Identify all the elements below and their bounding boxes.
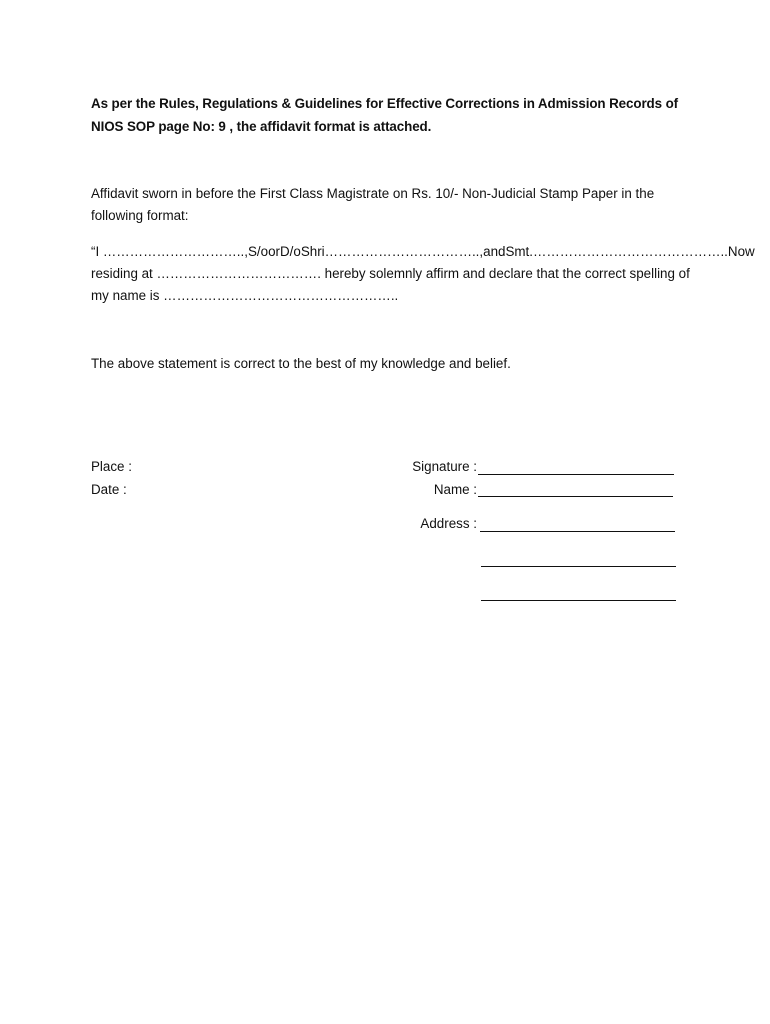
declaration-paragraph (91, 241, 755, 307)
declaration-word: or (268, 244, 280, 259)
declaration-word: S/o (247, 244, 269, 259)
signature-label: Signature : (412, 459, 477, 474)
declaration-word: and (483, 244, 506, 259)
address-line-1 (480, 531, 675, 532)
document-heading (91, 92, 691, 138)
declaration-line-3: my name is …………………………………………….. (91, 288, 399, 303)
declaration-word: D/o (280, 244, 301, 259)
belief-statement: The above statement is correct to the best of my knowledge and belief. (91, 356, 511, 371)
declaration-line-2: residing at ………………………………. hereby solemnly affirm and declare that the correct spelling of (91, 266, 690, 281)
heading-line-1: As per the Rules, Regulations & Guidelines for Effective Corrections in Admission Records of (91, 96, 679, 111)
name-label: Name : (433, 482, 477, 497)
heading-line-2: NIOS SOP page No: 9 , the affidavit format is attached. (91, 119, 432, 134)
intro-paragraph (91, 183, 691, 227)
intro-line-1: Affidavit sworn in before the First Class Magistrate on Rs. 10/- Non-Judicial Stamp Paper in the (91, 186, 655, 201)
signature-line (478, 474, 674, 475)
intro-line-2: following format: (91, 208, 189, 223)
declaration-word: Smt.…………………………………….. (505, 244, 728, 259)
declaration-word: Shri…………………………….., (300, 244, 484, 259)
place-label: Place : (91, 459, 132, 474)
name-line (478, 496, 673, 497)
date-label: Date : (91, 482, 127, 497)
address-line-3 (481, 600, 676, 601)
declaration-word: Now (727, 244, 755, 259)
declaration-word: “I ………………………….., (91, 244, 248, 259)
address-line-2 (481, 566, 676, 567)
address-label: Address : (420, 516, 477, 531)
declaration-line-1 (91, 241, 755, 263)
